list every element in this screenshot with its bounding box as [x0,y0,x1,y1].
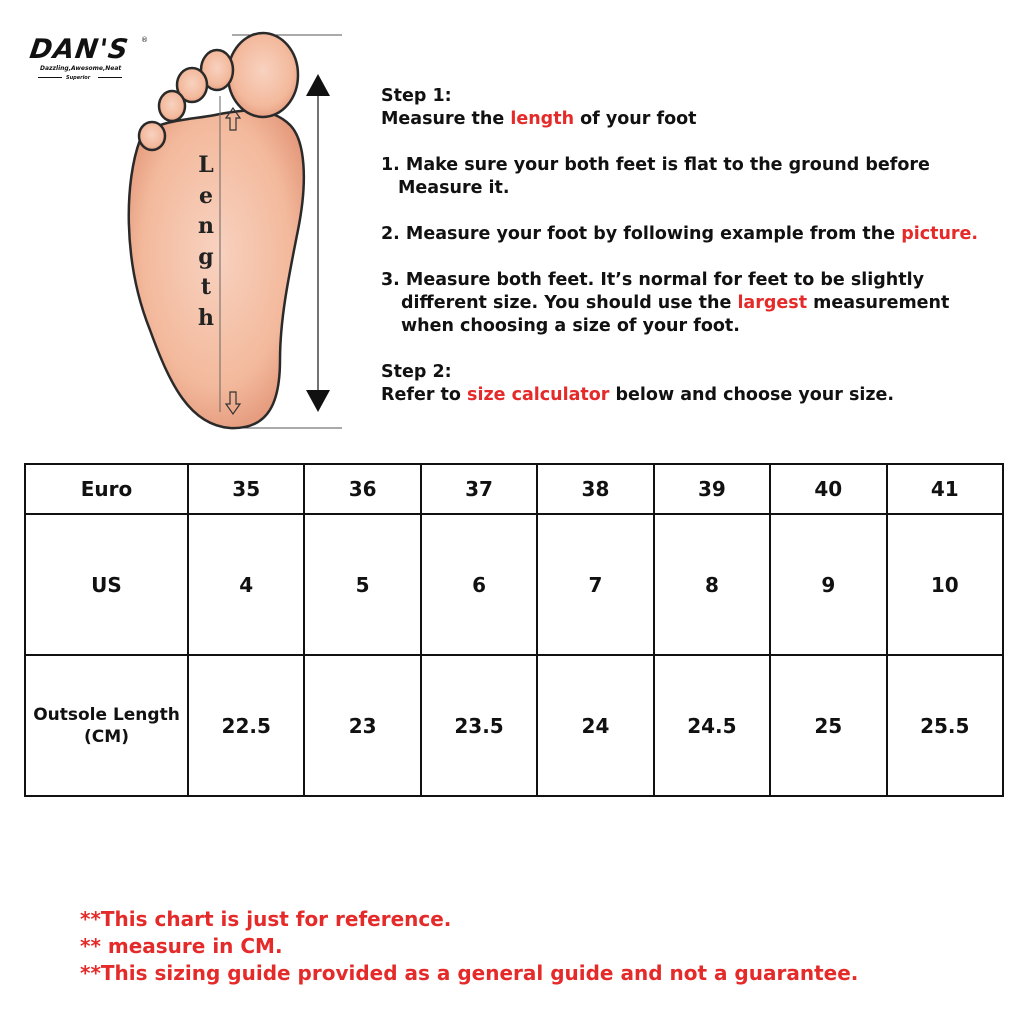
item2-text [381,223,1001,246]
table-cell: 35 [188,464,304,514]
item2-prefix: 2. Measure your foot by following example from the [381,224,902,244]
row-header-us: US [25,514,188,655]
row-header-outsole-length [25,655,188,796]
table-cell: 23.5 [421,655,537,796]
step2-suffix: below and choose your size. [609,385,895,405]
length-letter: n [198,213,214,239]
row-header-euro: Euro [25,464,188,514]
table-cell: 22.5 [188,655,304,796]
length-arrow-up-icon [306,74,330,96]
foot-length-illustration [120,30,360,440]
step1-prefix: Measure the [381,109,511,129]
table-cell: 6 [421,514,537,655]
item3-line2-highlight: largest [737,293,808,313]
table-cell: 39 [654,464,770,514]
size-chart-table [24,463,1004,797]
note-line: **This sizing guide provided as a general guide and not a guarantee. [80,961,859,985]
length-letter: g [198,243,214,270]
table-cell: 40 [770,464,886,514]
step1-text [381,108,1001,131]
table-cell: 4 [188,514,304,655]
length-letter: e [199,182,213,209]
disclaimer-notes [80,906,980,987]
step1-title: Step 1: [381,86,452,106]
measurement-instructions [381,85,1001,407]
logo-rule-left [38,77,62,78]
table-row-euro [25,464,1003,514]
brand-tagline: Dazzling,Awesome,Neat [40,65,122,72]
step1-suffix: of your foot [574,109,697,129]
item3-line1: 3. Measure both feet. It’s normal for feet to be slightly [381,270,924,290]
step2-highlight: size calculator [467,385,610,405]
step2-text [381,384,1001,407]
table-cell: 10 [887,514,1003,655]
item1-line2: Measure it. [398,178,510,198]
registered-mark: ® [141,36,148,44]
table-cell: 38 [537,464,653,514]
item1-line1: 1. Make sure your both feet is flat to the ground before [381,155,930,175]
item3-line2-suffix: measurement [807,293,950,313]
item3-line2 [381,292,1001,315]
table-cell: 5 [304,514,420,655]
note-line: ** measure in CM. [80,934,283,958]
item3-line2-prefix: different size. You should use the [401,293,738,313]
brand-name: DAN'S [27,34,131,65]
item2-highlight: picture. [901,224,979,244]
table-cell: 24.5 [654,655,770,796]
logo-rule-right [98,77,122,78]
outsole-header-line1: Outsole Length [33,704,180,725]
table-cell: 9 [770,514,886,655]
brand-subline: Superior [66,75,91,81]
length-letter: L [198,152,214,178]
item3-line3: when choosing a size of your foot. [401,316,740,336]
table-cell: 37 [421,464,537,514]
note-line: **This chart is just for reference. [80,907,452,931]
table-cell: 36 [304,464,420,514]
table-cell: 24 [537,655,653,796]
fourth-toe [159,91,185,121]
table-cell: 8 [654,514,770,655]
table-cell: 41 [887,464,1003,514]
table-cell: 23 [304,655,420,796]
length-arrow-down-icon [306,390,330,412]
outsole-header-line2: (CM) [84,726,129,747]
length-vertical-label [194,150,218,333]
step1-highlight: length [510,109,575,129]
table-cell: 25.5 [887,655,1003,796]
table-row-us [25,514,1003,655]
table-cell: 7 [537,514,653,655]
table-cell: 25 [770,655,886,796]
table-row-outsole-length [25,655,1003,796]
big-toe [228,33,298,117]
little-toe [139,122,165,150]
length-letter: h [198,304,214,331]
step2-prefix: Refer to [381,385,468,405]
length-letter: t [200,274,212,300]
step2-title: Step 2: [381,362,452,382]
